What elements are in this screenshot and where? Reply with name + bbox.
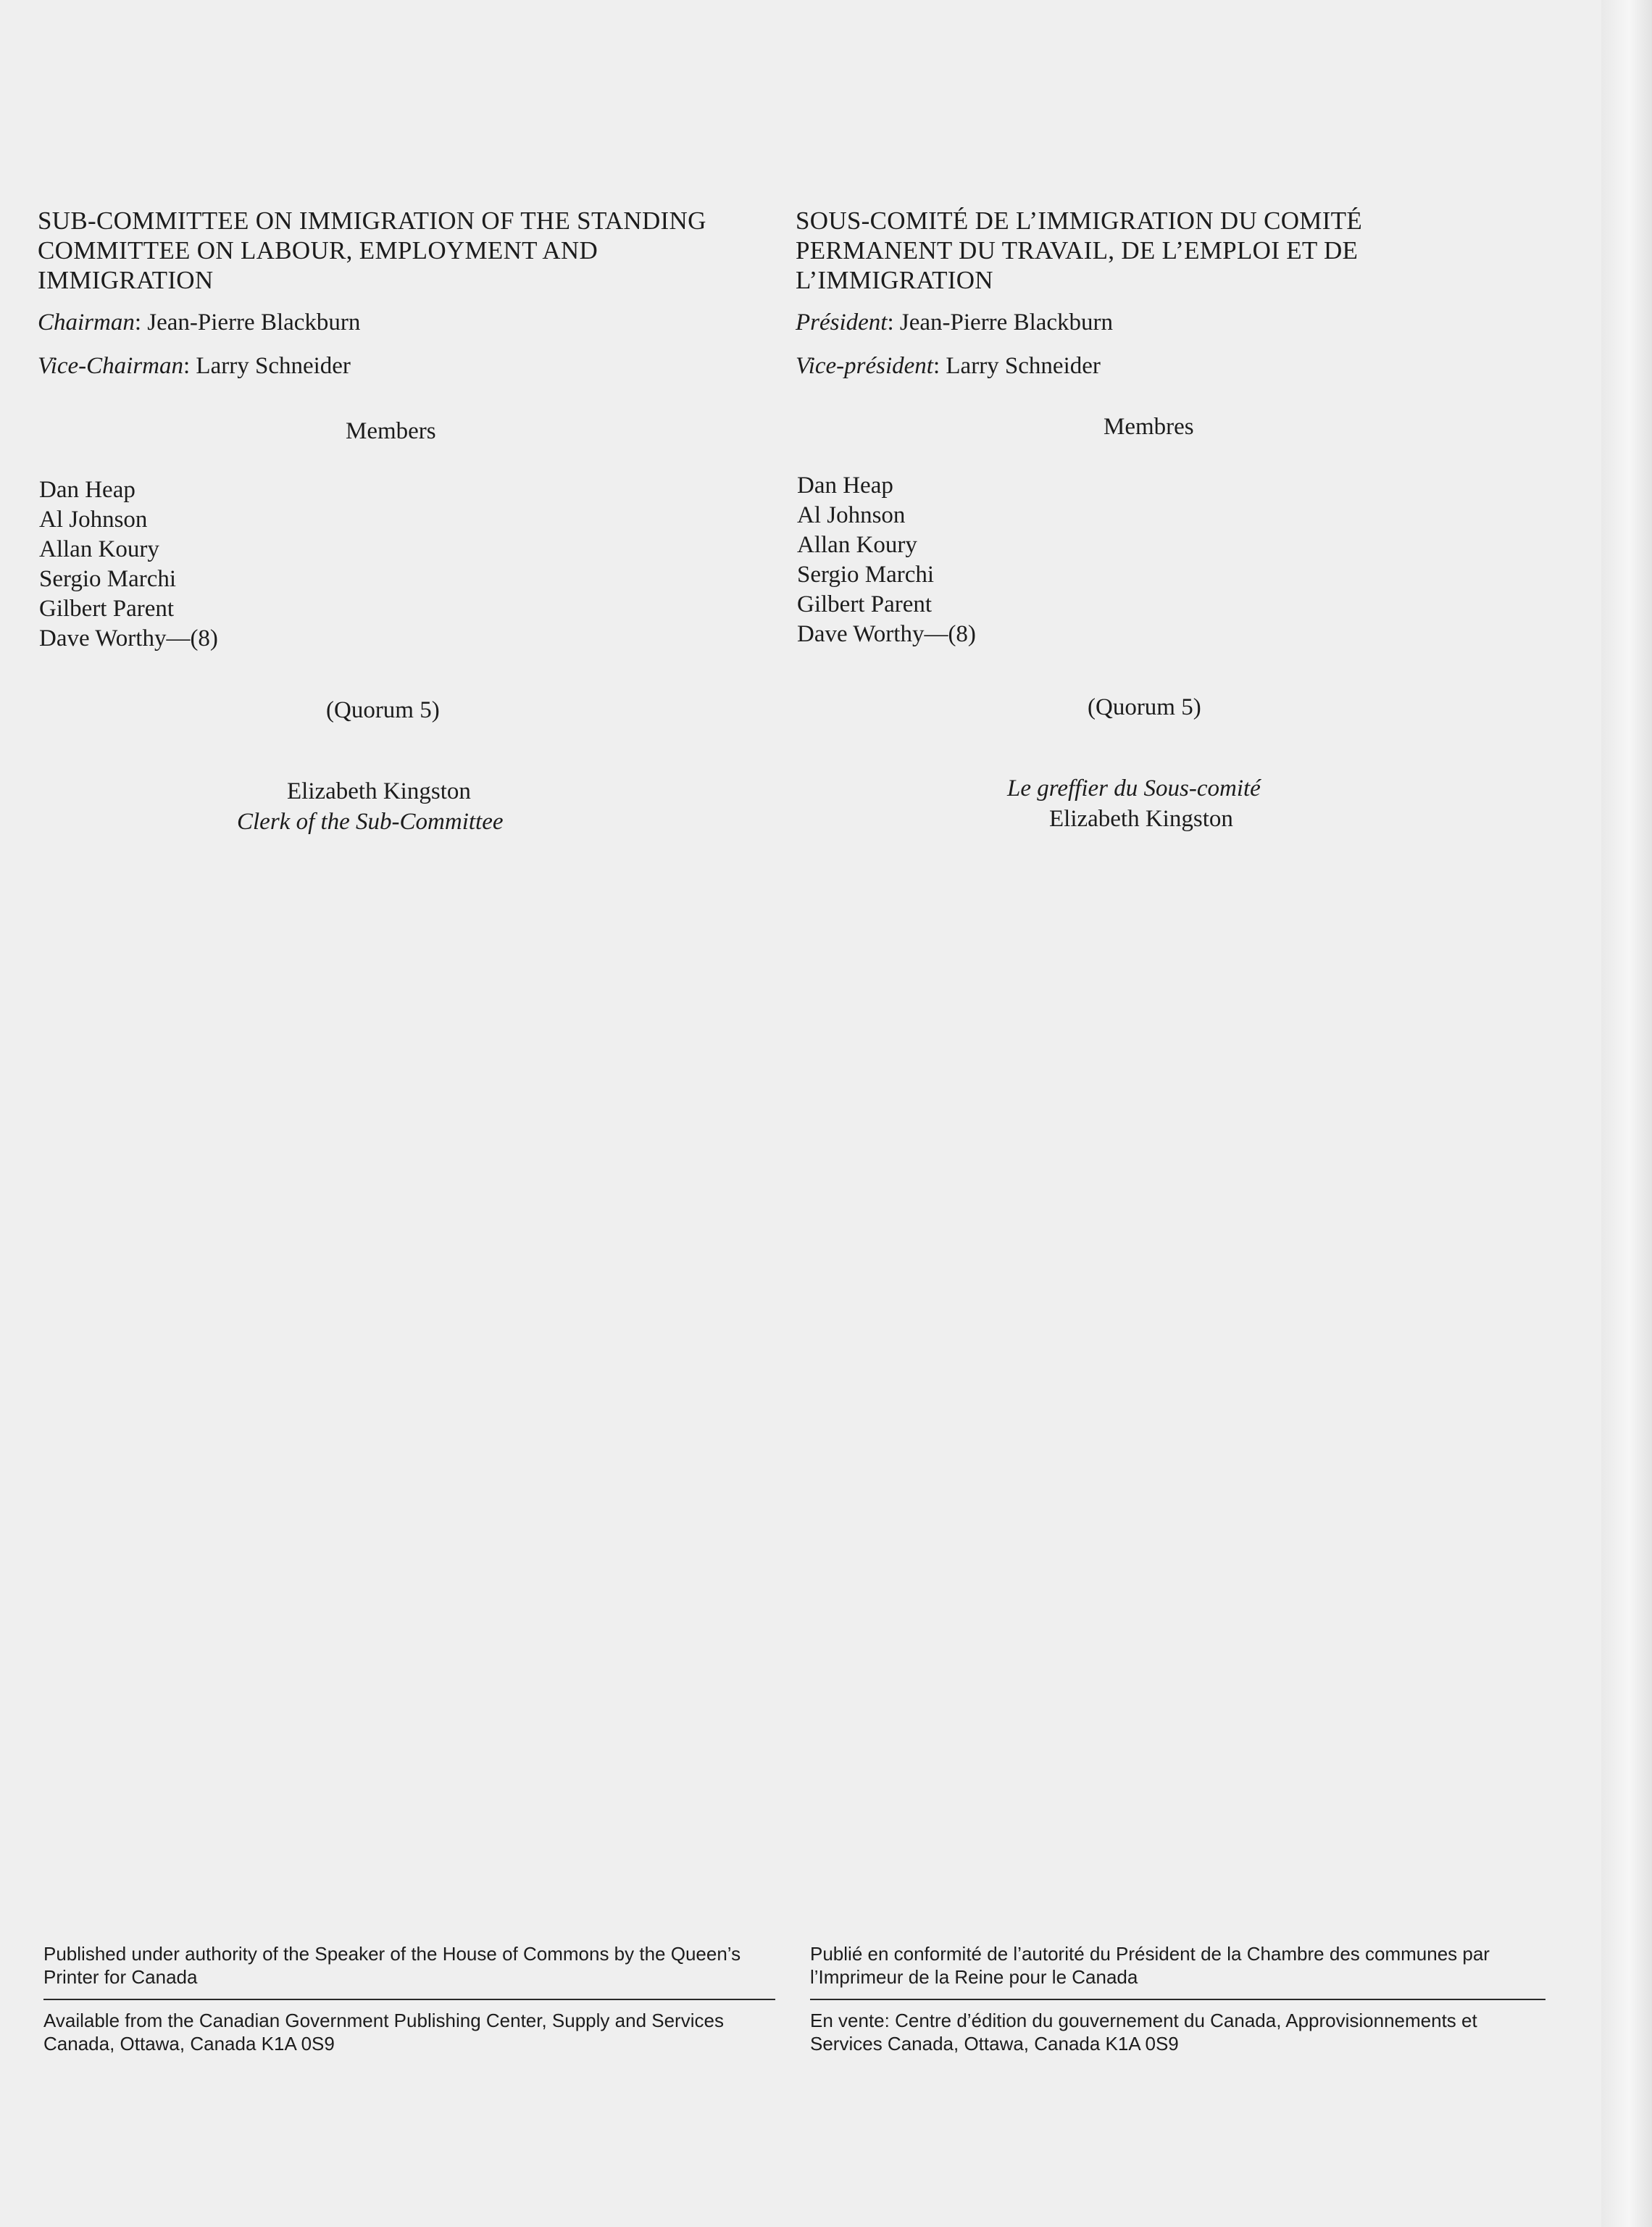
vice-president-name: : Larry Schneider xyxy=(933,353,1101,379)
english-clerk-title: Clerk of the Sub-Committee xyxy=(237,809,504,835)
english-clerk-block xyxy=(38,776,769,837)
french-members-title: Membres xyxy=(1104,414,1194,440)
member-item: Al Johnson xyxy=(797,502,906,528)
french-quorum: (Quorum 5) xyxy=(1088,694,1201,720)
member-item: Dan Heap xyxy=(39,477,135,503)
english-clerk-name: Elizabeth Kingston xyxy=(287,778,471,804)
member-item: Al Johnson xyxy=(39,507,148,533)
english-quorum: (Quorum 5) xyxy=(326,697,440,723)
member-item: Dan Heap xyxy=(797,473,893,499)
english-members-list xyxy=(39,475,769,654)
english-availability-notice: Available from the Canadian Government Publishing Center, Supply and Services Canada, Ottawa, Canada K1A 0S9 xyxy=(43,2010,724,2055)
page-edge-shadow xyxy=(1601,0,1652,2227)
chairman-label: Chairman xyxy=(38,309,135,336)
french-heading: SOUS-COMITÉ DE L’IMMIGRATION DU COMITÉ PERMANENT DU TRAVAIL, DE L’EMPLOI ET DE L’IMMIGRATION xyxy=(796,207,1363,294)
member-item: Dave Worthy—(8) xyxy=(797,621,976,647)
member-item: Sergio Marchi xyxy=(797,562,935,588)
member-item: Allan Koury xyxy=(797,532,917,558)
member-item: Gilbert Parent xyxy=(797,591,933,617)
member-item: Dave Worthy—(8) xyxy=(39,625,218,652)
footer-rule xyxy=(810,1999,1545,2000)
french-published-notice: Publié en conformité de l’autorité du Président de la Chambre des communes par l’Imprimeur de la Reine pour le Canada xyxy=(810,1943,1490,1988)
vice-chairman-label: Vice-Chairman xyxy=(38,353,184,379)
vice-president-label: Vice-président xyxy=(796,353,933,379)
english-column xyxy=(38,206,769,837)
member-item: Sergio Marchi xyxy=(39,566,177,592)
english-heading: SUB-COMMITTEE ON IMMIGRATION OF THE STANDING COMMITTEE ON LABOUR, EMPLOYMENT AND IMMIGRATION xyxy=(38,207,706,294)
vice-chairman-name: : Larry Schneider xyxy=(183,353,351,379)
president-name: : Jean-Pierre Blackburn xyxy=(887,309,1114,336)
english-published-notice: Published under authority of the Speaker of the House of Commons by the Queen’s Printer for Canada xyxy=(43,1943,741,1988)
english-footer xyxy=(43,1942,775,2055)
english-vice-chairman xyxy=(38,351,769,380)
chairman-name: : Jean-Pierre Blackburn xyxy=(134,309,361,336)
french-vice-president xyxy=(796,351,1520,380)
french-clerk-name: Elizabeth Kingston xyxy=(1049,806,1233,832)
french-clerk-block xyxy=(796,773,1520,834)
french-column xyxy=(796,206,1520,834)
president-label: Président xyxy=(796,309,888,336)
member-item: Gilbert Parent xyxy=(39,596,175,622)
member-item: Allan Koury xyxy=(39,536,159,562)
french-availability-notice: En vente: Centre d’édition du gouvernement du Canada, Approvisionnements et Services Canada, Ottawa, Canada K1A 0S9 xyxy=(810,2010,1477,2055)
footer-rule xyxy=(43,1999,775,2000)
english-chairman xyxy=(38,308,769,337)
french-footer xyxy=(810,1942,1545,2055)
french-members-list xyxy=(797,471,1520,649)
french-president xyxy=(796,308,1520,337)
english-members-title: Members xyxy=(346,418,436,444)
french-clerk-title: Le greffier du Sous-comité xyxy=(1007,775,1261,802)
